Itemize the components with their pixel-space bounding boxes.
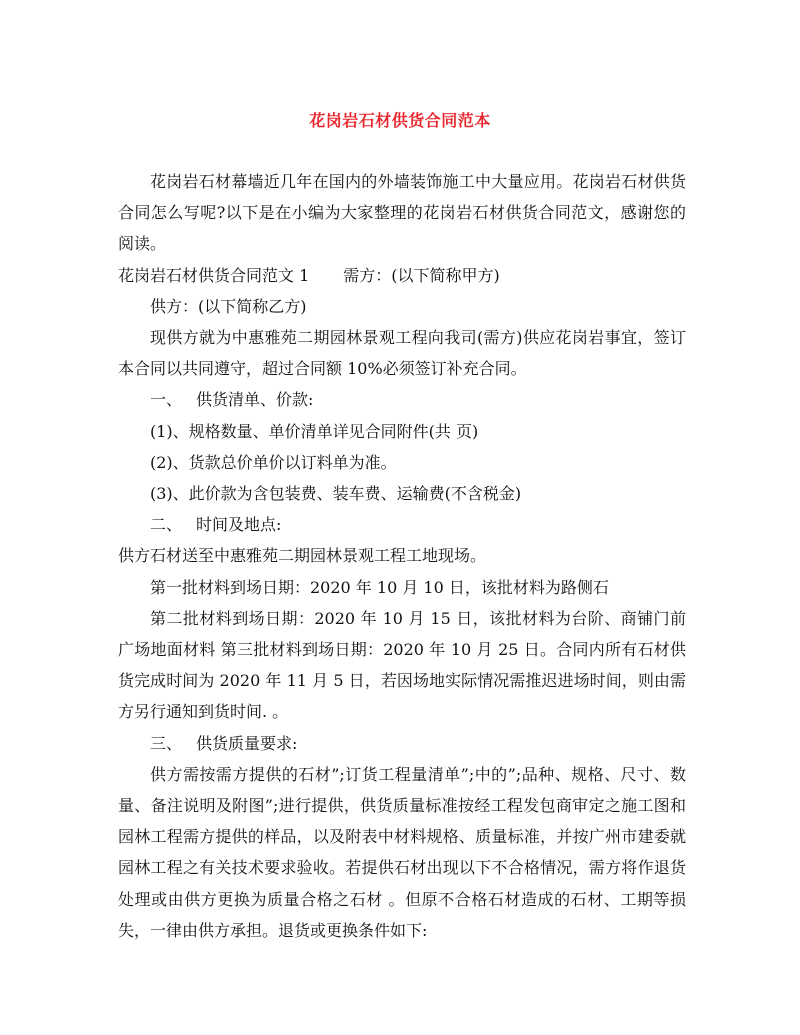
section-3-title: 供货质量要求: <box>196 733 298 753</box>
section-2-title: 时间及地点: <box>196 515 282 535</box>
section-2-heading <box>118 509 686 540</box>
intro-paragraph: 花岗岩石材幕墙近几年在国内的外墙装饰施工中大量应用。花岗岩石材供货合同怎么写呢?以下是在小编为大家整理的花岗岩石材供货合同范文，感谢您的阅读。 <box>118 172 686 254</box>
sample-label: 花岗岩石材供货合同范文 1 <box>118 265 310 285</box>
section-3-number: 三、 <box>150 733 183 753</box>
preamble-paragraph: 现供方就为中惠雅苑二期园林景观工程向我司(需方)供应花岗岩事宜，签订本合同以共同遵守，超过合同额 10%必须签订补充合同。 <box>118 328 686 379</box>
section-1-item-2: (2)、货款总价单价以订料单为准。 <box>150 452 397 472</box>
batch-2-paragraph: 第二批材料到场日期：2020 年 10 月 15 日，该批材料为台阶、商铺门前广场地面材料 第三批材料到场日期：2020 年 10 月 25 日。合同内所有石材供货完成时间为 2020 年 11 月 5 日，若因场地实际情况需推迟进场时间，则由需方另行通知到货时间. 。 <box>118 608 686 722</box>
delivery-location: 供方石材送至中惠雅苑二期园林景观工程工地现场。 <box>118 546 487 566</box>
section-3-heading <box>118 728 686 759</box>
section-1-heading <box>118 384 686 415</box>
sample-heading-line <box>118 260 686 291</box>
document-title: 花岗岩石材供货合同范本 <box>309 111 491 130</box>
quality-paragraph: 供方需按需方提供的石材”;订货工程量清单”;中的”;品种、规格、尺寸、数量、备注说明及附图”;进行提供，供货质量标准按经工程发包商审定之施工图和园林工程需方提供的样品，以及附表中材料规格、质量标准，并按广州市建委就园林工程之有关技术要求验收。若提供石材出现以下不合格情况，需方将作退货处理或由供方更换为质量合格之石材 。但原不合格石材造成的石材、工期等损失，一律由供方承担。退货或更换条件如下: <box>118 764 686 940</box>
document-body <box>118 166 686 946</box>
section-2-number: 二、 <box>150 515 183 535</box>
supplier-line: 供方：(以下简称乙方) <box>150 296 307 316</box>
batch-1-line: 第一批材料到场日期：2020 年 10 月 10 日，该批材料为路侧石 <box>150 577 609 597</box>
section-1-item-1: (1)、规格数量、单价清单详见合同附件(共 页) <box>150 421 479 441</box>
section-1-title: 供货清单、价款: <box>196 390 314 410</box>
section-1-number: 一、 <box>150 390 183 410</box>
buyer-line: 需方：(以下简称甲方) <box>343 265 500 285</box>
section-1-item-3: (3)、此价款为含包装费、装车费、运输费(不含税金) <box>150 484 522 504</box>
